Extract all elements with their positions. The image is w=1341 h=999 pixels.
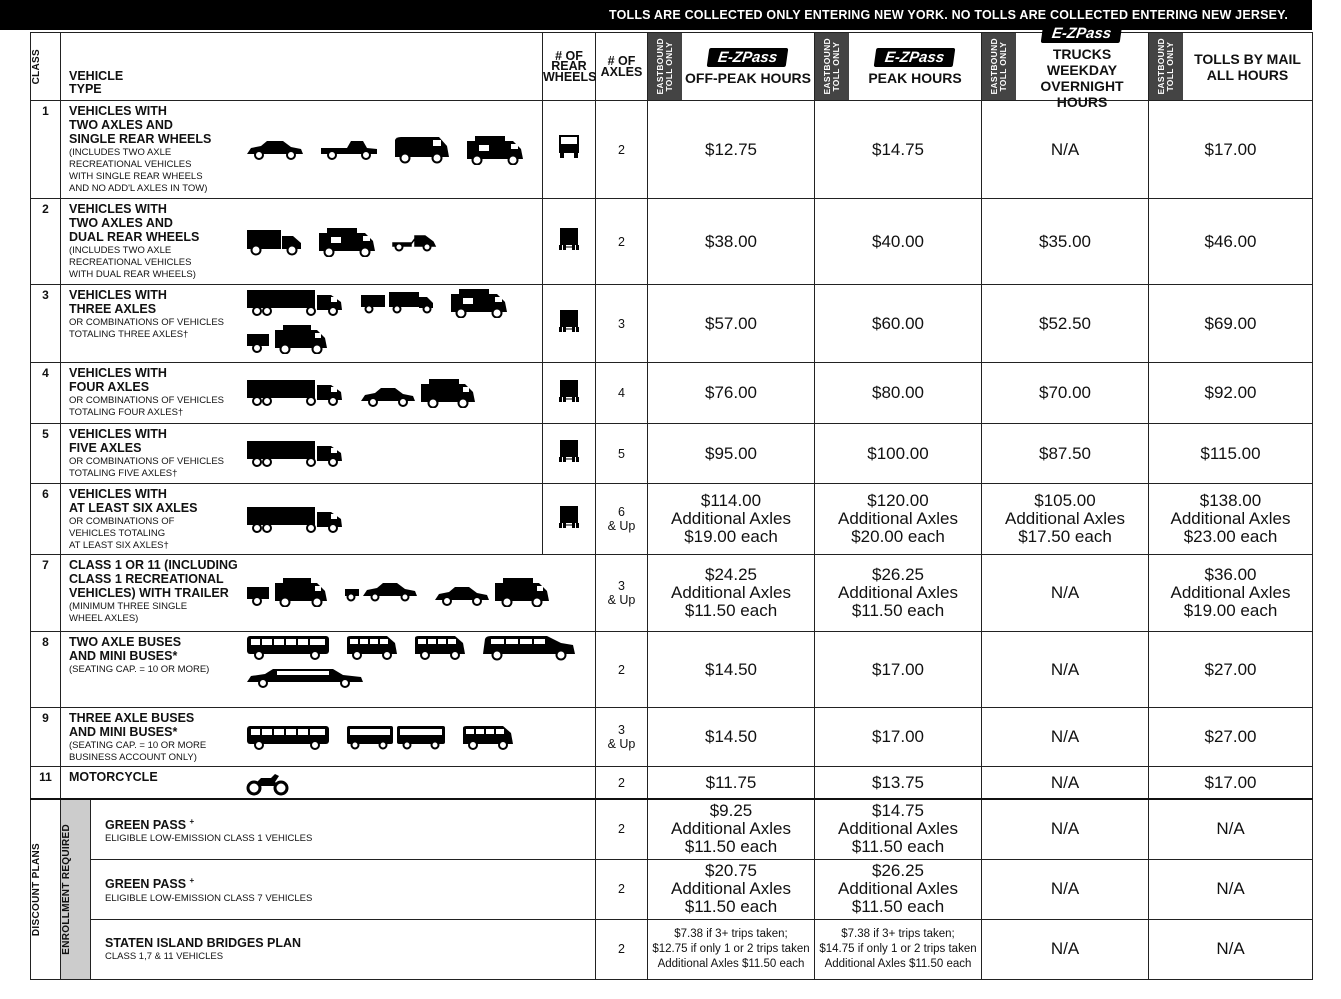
mail-cell: $138.00 Additional Axles $23.00 each: [1149, 484, 1313, 555]
trucks-cell: N/A: [982, 767, 1149, 800]
semi-icon: [245, 289, 345, 317]
mail-cell: $115.00: [1149, 424, 1313, 484]
class-cell: 4: [31, 363, 61, 424]
vehicle-title: MOTORCYCLE: [69, 770, 158, 784]
table-row: [31, 708, 1313, 767]
header-off-peak: EASTBOUND TOLL ONLY E-ZPass OFF-PEAK HOURS: [648, 33, 815, 101]
axles-cell: 4: [596, 363, 648, 424]
dual-rear-wheel-icon: [558, 504, 580, 530]
mail-cell: $17.00: [1149, 767, 1313, 800]
mail-cell: $92.00: [1149, 363, 1313, 424]
header-axles: # OF AXLES: [596, 33, 648, 101]
class-cell: 7: [31, 555, 61, 632]
vehicle-type-cell: [61, 767, 596, 800]
trucks-cell: N/A: [982, 632, 1149, 708]
rv-icon: [465, 135, 525, 165]
semi-icon: [245, 440, 345, 468]
off-peak-cell: $76.00: [648, 363, 815, 424]
plan-subtitle: ELIGIBLE LOW-EMISSION CLASS 7 VEHICLES: [105, 892, 313, 904]
peak-cell: $80.00: [815, 363, 982, 424]
mail-cell: $17.00: [1149, 101, 1313, 199]
axles-cell: 2: [596, 919, 648, 979]
table-row: [31, 424, 1313, 484]
class-cell: 1: [31, 101, 61, 199]
plan-title: GREEN PASS: [105, 817, 187, 832]
peak-cell: $26.25 Additional Axles $11.50 each: [815, 555, 982, 632]
axles-cell: 2: [596, 799, 648, 859]
peak-cell: $14.75: [815, 101, 982, 199]
mail-cell: N/A: [1149, 859, 1313, 919]
off-peak-cell: $11.75: [648, 767, 815, 800]
table-row: [31, 632, 1313, 708]
off-peak-cell: $114.00 Additional Axles $19.00 each: [648, 484, 815, 555]
off-peak-cell: $14.50: [648, 632, 815, 708]
motorcycle-icon: [245, 770, 289, 796]
table-row: [31, 555, 1313, 632]
enrollment-required-label: ENROLLMENT REQUIRED: [61, 799, 91, 979]
vehicle-type-cell: [61, 199, 543, 285]
minibus-icon: [413, 635, 467, 661]
peak-cell: $100.00: [815, 424, 982, 484]
vehicle-type-cell: [61, 632, 596, 708]
trailer-rv-icon: [245, 577, 329, 607]
car-icon: [245, 139, 305, 161]
class-cell: 2: [31, 199, 61, 285]
limo-icon: [245, 667, 365, 689]
bus-icon: [245, 725, 331, 751]
eastbound-tag: EASTBOUND TOLL ONLY: [648, 33, 682, 100]
rear-wheels-cell: [543, 199, 596, 285]
rear-wheels-cell: [543, 363, 596, 424]
plan-mark: +: [189, 876, 195, 886]
vehicle-icons: [241, 288, 536, 354]
axles-cell: 6 & Up: [596, 484, 648, 555]
axles-cell: 2: [596, 632, 648, 708]
vehicle-title: THREE AXLE BUSES AND MINI BUSES*: [69, 711, 195, 739]
header-row: [31, 33, 1313, 101]
semi-icon: [245, 506, 345, 534]
peak-cell: $13.75: [815, 767, 982, 800]
axles-cell: 3: [596, 285, 648, 363]
trucks-cell: N/A: [982, 799, 1149, 859]
table-row: [31, 363, 1313, 424]
axles-cell: 2: [596, 767, 648, 800]
dual-rear-wheel-icon: [558, 438, 580, 464]
trucks-cell: $52.50: [982, 285, 1149, 363]
peak-cell: $17.00: [815, 632, 982, 708]
vehicle-subtitle: OR COMBINATIONS OF VEHICLES TOTALING FOUR AXLES†: [69, 395, 225, 418]
semi-icon: [245, 379, 345, 407]
eastbound-tag: EASTBOUND TOLL ONLY: [815, 33, 849, 100]
vehicle-type-cell: [61, 555, 596, 632]
plan-cell: [91, 859, 596, 919]
vehicle-subtitle: OR COMBINATIONS OF VEHICLES TOTALING FIVE AXLES†: [69, 456, 225, 479]
vehicle-title: VEHICLES WITH AT LEAST SIX AXLES: [69, 487, 198, 515]
ezpass-logo: E-ZPass: [707, 48, 789, 67]
trucks-cell: $87.50: [982, 424, 1149, 484]
peak-cell: $14.75 Additional Axles $11.50 each: [815, 799, 982, 859]
vehicle-subtitle: (INCLUDES TWO AXLE RECREATIONAL VEHICLES WITH DUAL REAR WHEELS): [69, 245, 196, 280]
off-peak-cell: $57.00: [648, 285, 815, 363]
vehicle-title: TWO AXLE BUSES AND MINI BUSES*: [69, 635, 182, 663]
car-rv-icon: [433, 577, 551, 607]
vehicle-type-cell: [61, 101, 543, 199]
peak-cell: $60.00: [815, 285, 982, 363]
vehicle-type-cell: [61, 424, 543, 484]
toll-table: [30, 24, 1313, 980]
discount-plans-label: DISCOUNT PLANS: [31, 799, 61, 979]
axles-cell: 2: [596, 199, 648, 285]
vehicle-title: VEHICLES WITH FOUR AXLES: [69, 366, 167, 394]
truck-trailer-icon: [359, 291, 435, 315]
mail-cell: $27.00: [1149, 632, 1313, 708]
peak-cell: $120.00 Additional Axles $20.00 each: [815, 484, 982, 555]
vehicle-title: VEHICLES WITH FIVE AXLES: [69, 427, 167, 455]
class-cell: 11: [31, 767, 61, 800]
ezpass-logo: E-ZPass: [1041, 24, 1123, 43]
header-rear-wheels: # OF REAR WHEELS: [543, 33, 596, 101]
off-peak-cell: $95.00: [648, 424, 815, 484]
table-row: [31, 484, 1313, 555]
vehicle-title: VEHICLES WITH TWO AXLES AND SINGLE REAR WHEELS: [69, 104, 212, 146]
pickup-icon: [319, 139, 379, 161]
suv-icon: [481, 635, 577, 661]
double-bus-icon: [345, 725, 447, 751]
peak-cell: $40.00: [815, 199, 982, 285]
plan-subtitle: CLASS 1,7 & 11 VEHICLES: [105, 950, 224, 962]
plan-cell: [91, 799, 596, 859]
ezpass-logo: E-ZPass: [874, 48, 956, 67]
class-cell: 6: [31, 484, 61, 555]
vehicle-icons: [241, 366, 536, 419]
header-class: CLASS: [31, 33, 61, 101]
bus-icon: [245, 635, 331, 661]
table-row: [31, 285, 1313, 363]
vehicle-icons: [241, 487, 536, 552]
vehicle-title: CLASS 1 OR 11 (INCLUDING CLASS 1 RECREATIONAL VEHICLES) WITH TRAILER: [69, 558, 238, 600]
header-trucks: EASTBOUND TOLL ONLY E-ZPass TRUCKS WEEKDAY OVERNIGHT HOURS: [982, 33, 1149, 101]
mail-cell: N/A: [1149, 919, 1313, 979]
mail-cell: $27.00: [1149, 708, 1313, 767]
mail-cell: $69.00: [1149, 285, 1313, 363]
off-peak-cell: $20.75 Additional Axles $11.50 each: [648, 859, 815, 919]
dual-rear-wheel-icon: [558, 308, 580, 334]
vehicle-title: VEHICLES WITH THREE AXLES: [69, 288, 167, 316]
eastbound-tag: EASTBOUND TOLL ONLY: [982, 33, 1016, 100]
vehicle-type-cell: [61, 484, 543, 555]
trailer-car-icon: [343, 582, 419, 602]
vehicle-type-cell: [61, 285, 543, 363]
trucks-cell: $105.00 Additional Axles $17.50 each: [982, 484, 1149, 555]
rv-icon: [449, 288, 509, 318]
mail-cell: $36.00 Additional Axles $19.00 each: [1149, 555, 1313, 632]
table-row: [31, 767, 1313, 800]
rear-wheels-cell: [543, 424, 596, 484]
mail-cell: $46.00: [1149, 199, 1313, 285]
rv-icon: [317, 227, 377, 257]
vehicle-icons: [241, 558, 589, 625]
rear-wheels-cell: [543, 285, 596, 363]
truck-icon: [245, 228, 303, 256]
table-row: [31, 101, 1313, 199]
vehicle-subtitle: (SEATING CAP. = 10 OR MORE BUSINESS ACCOUNT ONLY): [69, 740, 207, 763]
off-peak-cell: $12.75: [648, 101, 815, 199]
eastbound-tag: EASTBOUND TOLL ONLY: [1149, 33, 1183, 100]
peak-cell: $17.00: [815, 708, 982, 767]
trucks-cell: N/A: [982, 101, 1149, 199]
class-cell: 8: [31, 632, 61, 708]
mail-cell: N/A: [1149, 799, 1313, 859]
vehicle-type-cell: [61, 363, 543, 424]
class-cell: 9: [31, 708, 61, 767]
plan-cell: [91, 919, 596, 979]
dual-rear-wheel-icon: [558, 226, 580, 252]
trailer-rv-icon: [245, 324, 329, 354]
peak-cell: $7.38 if 3+ trips taken; $14.75 if only 1 or 2 trips taken Additional Axles $11.50 each: [815, 919, 982, 979]
axles-cell: 3 & Up: [596, 708, 648, 767]
class-cell: 5: [31, 424, 61, 484]
class-cell: 3: [31, 285, 61, 363]
vehicle-subtitle: (MINIMUM THREE SINGLE WHEEL AXLES): [69, 601, 188, 624]
dual-rear-wheel-icon: [558, 378, 580, 404]
van-icon: [393, 136, 451, 164]
axles-cell: 3 & Up: [596, 555, 648, 632]
rear-wheels-cell: [543, 101, 596, 199]
vehicle-subtitle: OR COMBINATIONS OF VEHICLES TOTALING AT LEAST SIX AXLES†: [69, 516, 175, 551]
minibus-icon: [345, 635, 399, 661]
plan-title: STATEN ISLAND BRIDGES PLAN: [105, 935, 302, 950]
peak-cell: $26.25 Additional Axles $11.50 each: [815, 859, 982, 919]
plan-subtitle: ELIGIBLE LOW-EMISSION CLASS 1 VEHICLES: [105, 832, 313, 844]
single-rear-wheel-icon: [558, 134, 580, 160]
vehicle-icons: [241, 427, 536, 480]
banner: TOLLS ARE COLLECTED ONLY ENTERING NEW YORK. NO TOLLS ARE COLLECTED ENTERING NEW JERSEY.: [0, 0, 1312, 30]
off-peak-cell: $38.00: [648, 199, 815, 285]
tow-truck-icon: [391, 231, 437, 253]
trucks-cell: N/A: [982, 708, 1149, 767]
header-mail: EASTBOUND TOLL ONLY TOLLS BY MAIL ALL HOURS: [1149, 33, 1313, 101]
discount-row: [31, 859, 1313, 919]
plan-title: GREEN PASS: [105, 877, 187, 892]
axles-cell: 5: [596, 424, 648, 484]
header-vehicle-type: VEHICLE TYPE: [61, 33, 543, 101]
vehicle-title: VEHICLES WITH TWO AXLES AND DUAL REAR WHEELS: [69, 202, 200, 244]
vehicle-type-cell: [61, 708, 596, 767]
trucks-cell: $70.00: [982, 363, 1149, 424]
vehicle-icons: [241, 635, 589, 689]
off-peak-cell: $7.38 if 3+ trips taken; $12.75 if only 1 or 2 trips taken Additional Axles $11.50 each: [648, 919, 815, 979]
trucks-cell: $35.00: [982, 199, 1149, 285]
header-peak: EASTBOUND TOLL ONLY E-ZPass PEAK HOURS: [815, 33, 982, 101]
rear-wheels-cell: [543, 484, 596, 555]
vehicle-subtitle: (SEATING CAP. = 10 OR MORE): [69, 664, 210, 675]
car-rv-icon: [359, 378, 477, 408]
discount-row: [31, 799, 1313, 859]
vehicle-icons: [241, 104, 536, 195]
vehicle-icons: [241, 202, 536, 281]
axles-cell: 2: [596, 859, 648, 919]
trucks-cell: N/A: [982, 859, 1149, 919]
trucks-cell: N/A: [982, 555, 1149, 632]
vehicle-subtitle: OR COMBINATIONS OF VEHICLES TOTALING THREE AXLES†: [69, 317, 225, 340]
minibus-icon: [461, 725, 515, 751]
vehicle-subtitle: (INCLUDES TWO AXLE RECREATIONAL VEHICLES WITH SINGLE REAR WHEELS AND NO ADD'L AXLES IN TOW): [69, 147, 208, 194]
off-peak-cell: $9.25 Additional Axles $11.50 each: [648, 799, 815, 859]
vehicle-icons: [241, 711, 589, 764]
table-row: [31, 199, 1313, 285]
plan-mark: +: [189, 816, 195, 826]
off-peak-cell: $24.25 Additional Axles $11.50 each: [648, 555, 815, 632]
trucks-cell: N/A: [982, 919, 1149, 979]
off-peak-cell: $14.50: [648, 708, 815, 767]
axles-cell: 2: [596, 101, 648, 199]
discount-row: [31, 919, 1313, 979]
vehicle-icons: [241, 770, 589, 796]
